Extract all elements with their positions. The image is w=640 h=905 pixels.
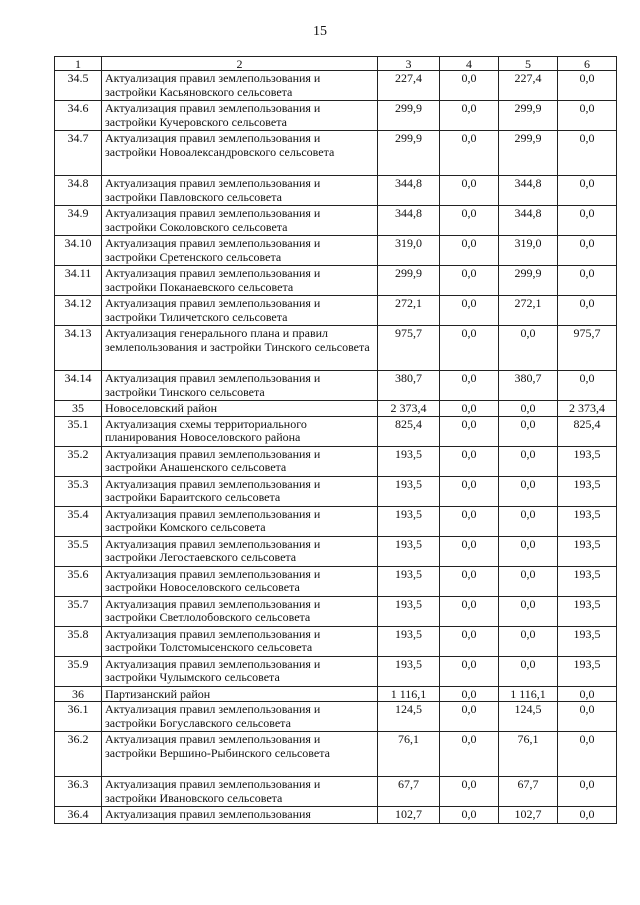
table-row — [55, 131, 617, 176]
value-cell-col5: 0,0 — [499, 566, 558, 596]
value-cell-col6: 0,0 — [558, 807, 617, 824]
value-cell-col3: 67,7 — [378, 777, 440, 807]
row-name-cell: Актуализация схемы территориального планирования Новоселовского района — [102, 416, 378, 446]
value-cell-col6: 0,0 — [558, 236, 617, 266]
row-number-cell: 34.6 — [55, 101, 102, 131]
value-cell-col6: 0,0 — [558, 686, 617, 702]
row-number-cell: 36.2 — [55, 732, 102, 777]
value-cell-col3: 193,5 — [378, 476, 440, 506]
value-cell-col6: 193,5 — [558, 536, 617, 566]
value-cell-col5: 227,4 — [499, 71, 558, 101]
value-cell-col6: 0,0 — [558, 296, 617, 326]
value-cell-col6: 193,5 — [558, 566, 617, 596]
value-cell-col3: 344,8 — [378, 206, 440, 236]
value-cell-col3: 193,5 — [378, 626, 440, 656]
value-cell-col3: 193,5 — [378, 656, 440, 686]
value-cell-col6: 0,0 — [558, 777, 617, 807]
row-name-cell: Актуализация правил землепользования и застройки Новоселовского сельсовета — [102, 566, 378, 596]
row-name-cell: Актуализация правил землепользования и застройки Поканаевского сельсовета — [102, 266, 378, 296]
value-cell-col5: 0,0 — [499, 596, 558, 626]
value-cell-col3: 825,4 — [378, 416, 440, 446]
row-name-cell: Актуализация правил землепользования и застройки Комского сельсовета — [102, 506, 378, 536]
value-cell-col4: 0,0 — [440, 807, 499, 824]
value-cell-col5: 0,0 — [499, 416, 558, 446]
value-cell-col4: 0,0 — [440, 131, 499, 176]
table-row — [55, 686, 617, 702]
value-cell-col4: 0,0 — [440, 702, 499, 732]
table-row — [55, 656, 617, 686]
value-cell-col3: 227,4 — [378, 71, 440, 101]
row-number-cell: 35.2 — [55, 446, 102, 476]
row-name-cell: Актуализация генерального плана и правил землепользования и застройки Тинского сельсовета — [102, 326, 378, 371]
value-cell-col4: 0,0 — [440, 401, 499, 417]
value-cell-col5: 0,0 — [499, 401, 558, 417]
value-cell-col3: 319,0 — [378, 236, 440, 266]
row-number-cell: 34.9 — [55, 206, 102, 236]
value-cell-col6: 2 373,4 — [558, 401, 617, 417]
table-row — [55, 71, 617, 101]
table-row — [55, 596, 617, 626]
row-number-cell: 34.14 — [55, 371, 102, 401]
header-cell: 1 — [55, 57, 102, 71]
value-cell-col4: 0,0 — [440, 476, 499, 506]
value-cell-col5: 102,7 — [499, 807, 558, 824]
page-number: 15 — [313, 24, 327, 39]
table-row — [55, 807, 617, 824]
table-row — [55, 777, 617, 807]
value-cell-col4: 0,0 — [440, 326, 499, 371]
value-cell-col6: 0,0 — [558, 702, 617, 732]
row-number-cell: 35.5 — [55, 536, 102, 566]
value-cell-col3: 272,1 — [378, 296, 440, 326]
row-name-cell: Актуализация правил землепользования и застройки Касьяновского сельсовета — [102, 71, 378, 101]
value-cell-col5: 299,9 — [499, 131, 558, 176]
row-name-cell: Актуализация правил землепользования и застройки Соколовского сельсовета — [102, 206, 378, 236]
value-cell-col3: 76,1 — [378, 732, 440, 777]
value-cell-col6: 193,5 — [558, 476, 617, 506]
value-cell-col5: 0,0 — [499, 446, 558, 476]
value-cell-col4: 0,0 — [440, 777, 499, 807]
row-name-cell: Актуализация правил землепользования и застройки Тинского сельсовета — [102, 371, 378, 401]
value-cell-col6: 0,0 — [558, 71, 617, 101]
value-cell-col4: 0,0 — [440, 732, 499, 777]
value-cell-col6: 193,5 — [558, 446, 617, 476]
table-header-row — [55, 57, 617, 71]
value-cell-col6: 193,5 — [558, 596, 617, 626]
value-cell-col5: 67,7 — [499, 777, 558, 807]
table-row — [55, 326, 617, 371]
value-cell-col3: 193,5 — [378, 596, 440, 626]
value-cell-col6: 0,0 — [558, 176, 617, 206]
value-cell-col3: 193,5 — [378, 506, 440, 536]
value-cell-col5: 299,9 — [499, 101, 558, 131]
table-row — [55, 536, 617, 566]
row-number-cell: 34.7 — [55, 131, 102, 176]
value-cell-col6: 193,5 — [558, 506, 617, 536]
value-cell-col4: 0,0 — [440, 506, 499, 536]
row-name-cell: Актуализация правил землепользования и застройки Ивановского сельсовета — [102, 777, 378, 807]
row-name-cell: Актуализация правил землепользования и застройки Светлолобовского сельсовета — [102, 596, 378, 626]
value-cell-col3: 299,9 — [378, 266, 440, 296]
value-cell-col4: 0,0 — [440, 656, 499, 686]
row-name-cell: Актуализация правил землепользования и застройки Вершино-Рыбинского сельсовета — [102, 732, 378, 777]
table-row — [55, 296, 617, 326]
value-cell-col4: 0,0 — [440, 176, 499, 206]
table-row — [55, 626, 617, 656]
value-cell-col3: 380,7 — [378, 371, 440, 401]
row-name-cell: Актуализация правил землепользования и застройки Кучеровского сельсовета — [102, 101, 378, 131]
row-name-cell: Новоселовский район — [102, 401, 378, 417]
value-cell-col3: 1 116,1 — [378, 686, 440, 702]
row-name-cell: Актуализация правил землепользования и застройки Анашенского сельсовета — [102, 446, 378, 476]
value-cell-col5: 0,0 — [499, 536, 558, 566]
value-cell-col6: 0,0 — [558, 266, 617, 296]
value-cell-col5: 0,0 — [499, 626, 558, 656]
row-number-cell: 34.13 — [55, 326, 102, 371]
value-cell-col5: 124,5 — [499, 702, 558, 732]
table-row — [55, 732, 617, 777]
value-cell-col6: 0,0 — [558, 101, 617, 131]
table-row — [55, 206, 617, 236]
row-number-cell: 34.11 — [55, 266, 102, 296]
table-row — [55, 236, 617, 266]
value-cell-col5: 272,1 — [499, 296, 558, 326]
value-cell-col6: 193,5 — [558, 656, 617, 686]
row-number-cell: 35.1 — [55, 416, 102, 446]
table-row — [55, 446, 617, 476]
value-cell-col5: 299,9 — [499, 266, 558, 296]
value-cell-col5: 0,0 — [499, 476, 558, 506]
header-cell: 4 — [440, 57, 499, 71]
value-cell-col5: 0,0 — [499, 656, 558, 686]
row-number-cell: 34.10 — [55, 236, 102, 266]
row-name-cell: Актуализация правил землепользования и застройки Толстомысенского сельсовета — [102, 626, 378, 656]
table-row — [55, 476, 617, 506]
value-cell-col3: 102,7 — [378, 807, 440, 824]
row-name-cell: Актуализация правил землепользования и застройки Новоалександровского сельсовета — [102, 131, 378, 176]
table-row — [55, 566, 617, 596]
header-cell: 6 — [558, 57, 617, 71]
row-name-cell: Актуализация правил землепользования и застройки Чулымского сельсовета — [102, 656, 378, 686]
value-cell-col4: 0,0 — [440, 371, 499, 401]
row-name-cell: Партизанский район — [102, 686, 378, 702]
value-cell-col4: 0,0 — [440, 236, 499, 266]
value-cell-col6: 0,0 — [558, 732, 617, 777]
value-cell-col6: 825,4 — [558, 416, 617, 446]
row-number-cell: 35 — [55, 401, 102, 417]
row-name-cell: Актуализация правил землепользования и застройки Павловского сельсовета — [102, 176, 378, 206]
row-number-cell: 36.4 — [55, 807, 102, 824]
value-cell-col3: 193,5 — [378, 566, 440, 596]
value-cell-col6: 0,0 — [558, 371, 617, 401]
row-name-cell: Актуализация правил землепользования и застройки Сретенского сельсовета — [102, 236, 378, 266]
value-cell-col4: 0,0 — [440, 446, 499, 476]
table-row — [55, 702, 617, 732]
value-cell-col5: 319,0 — [499, 236, 558, 266]
value-cell-col4: 0,0 — [440, 686, 499, 702]
value-cell-col3: 299,9 — [378, 131, 440, 176]
value-cell-col5: 0,0 — [499, 326, 558, 371]
value-cell-col5: 1 116,1 — [499, 686, 558, 702]
value-cell-col5: 380,7 — [499, 371, 558, 401]
value-cell-col4: 0,0 — [440, 536, 499, 566]
row-number-cell: 35.7 — [55, 596, 102, 626]
value-cell-col4: 0,0 — [440, 566, 499, 596]
value-cell-col4: 0,0 — [440, 626, 499, 656]
value-cell-col3: 975,7 — [378, 326, 440, 371]
value-cell-col4: 0,0 — [440, 596, 499, 626]
value-cell-col5: 344,8 — [499, 206, 558, 236]
value-cell-col3: 2 373,4 — [378, 401, 440, 417]
table-row — [55, 401, 617, 417]
header-cell: 2 — [102, 57, 378, 71]
value-cell-col3: 299,9 — [378, 101, 440, 131]
table-row — [55, 416, 617, 446]
table-row — [55, 176, 617, 206]
value-cell-col6: 975,7 — [558, 326, 617, 371]
row-name-cell: Актуализация правил землепользования и застройки Бараитского сельсовета — [102, 476, 378, 506]
table-row — [55, 506, 617, 536]
value-cell-col6: 0,0 — [558, 206, 617, 236]
value-cell-col5: 76,1 — [499, 732, 558, 777]
table-row — [55, 266, 617, 296]
value-cell-col4: 0,0 — [440, 416, 499, 446]
value-cell-col4: 0,0 — [440, 296, 499, 326]
row-name-cell: Актуализация правил землепользования и застройки Легостаевского сельсовета — [102, 536, 378, 566]
table-row — [55, 101, 617, 131]
value-cell-col3: 124,5 — [378, 702, 440, 732]
value-cell-col5: 0,0 — [499, 506, 558, 536]
header-cell: 3 — [378, 57, 440, 71]
row-number-cell: 35.8 — [55, 626, 102, 656]
value-cell-col5: 344,8 — [499, 176, 558, 206]
value-cell-col6: 0,0 — [558, 131, 617, 176]
table-row — [55, 371, 617, 401]
row-number-cell: 36.1 — [55, 702, 102, 732]
row-name-cell: Актуализация правил землепользования — [102, 807, 378, 824]
value-cell-col3: 193,5 — [378, 536, 440, 566]
row-number-cell: 35.4 — [55, 506, 102, 536]
value-cell-col4: 0,0 — [440, 206, 499, 236]
value-cell-col4: 0,0 — [440, 266, 499, 296]
row-number-cell: 34.5 — [55, 71, 102, 101]
row-name-cell: Актуализация правил землепользования и застройки Тиличетского сельсовета — [102, 296, 378, 326]
row-number-cell: 35.6 — [55, 566, 102, 596]
row-number-cell: 36 — [55, 686, 102, 702]
row-number-cell: 34.12 — [55, 296, 102, 326]
value-cell-col4: 0,0 — [440, 71, 499, 101]
row-number-cell: 34.8 — [55, 176, 102, 206]
value-cell-col6: 193,5 — [558, 626, 617, 656]
budget-table — [54, 56, 617, 824]
header-cell: 5 — [499, 57, 558, 71]
value-cell-col3: 193,5 — [378, 446, 440, 476]
row-number-cell: 35.3 — [55, 476, 102, 506]
row-number-cell: 36.3 — [55, 777, 102, 807]
row-number-cell: 35.9 — [55, 656, 102, 686]
value-cell-col4: 0,0 — [440, 101, 499, 131]
row-name-cell: Актуализация правил землепользования и застройки Богуславского сельсовета — [102, 702, 378, 732]
value-cell-col3: 344,8 — [378, 176, 440, 206]
